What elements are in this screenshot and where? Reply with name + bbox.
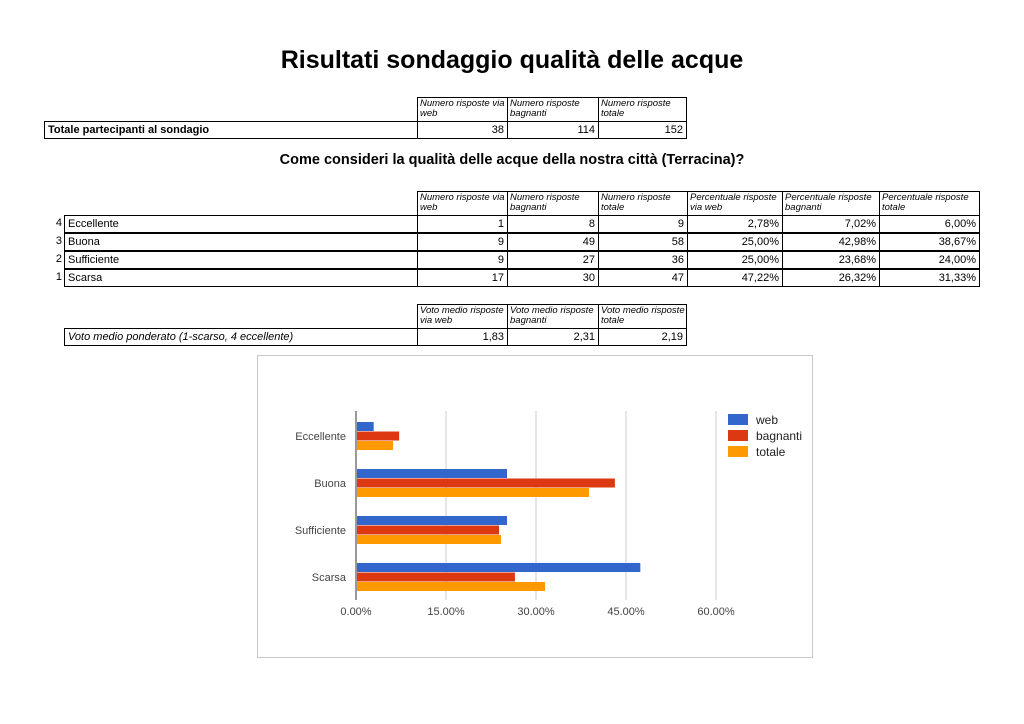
legend-swatch-totale (728, 446, 748, 457)
results-cell: 8 (507, 215, 599, 233)
y-category-label: Sufficiente (294, 525, 346, 537)
bar-web (357, 469, 507, 478)
results-header: Numero risposte bagnanti (507, 191, 599, 216)
results-row-number: 1 (55, 271, 62, 283)
bar-totale (357, 582, 545, 591)
results-cell: 26,32% (782, 269, 880, 287)
bar-chart (258, 356, 812, 657)
results-cell: 58 (598, 233, 688, 251)
chart-frame (257, 355, 813, 658)
results-header: Percentuale risposte bagnanti (782, 191, 880, 216)
results-header: Numero risposte via web (417, 191, 508, 216)
y-category-label: Scarsa (311, 572, 346, 584)
results-row-number: 2 (55, 253, 62, 265)
participants-header-bagnanti: Numero risposte bagnanti (507, 97, 599, 122)
results-row-number: 4 (55, 217, 62, 229)
x-tick-label: 45.00% (607, 606, 645, 618)
legend-label-web: web (756, 413, 779, 427)
results-row-label: Sufficiente (64, 251, 418, 269)
results-row-label: Buona (64, 233, 418, 251)
results-header: Percentuale risposte totale (879, 191, 980, 216)
x-tick-label: 60.00% (697, 606, 735, 618)
results-cell: 38,67% (879, 233, 980, 251)
results-header: Percentuale risposte via web (687, 191, 783, 216)
participants-value-totale: 152 (598, 121, 687, 139)
results-cell: 47 (598, 269, 688, 287)
participants-value-web: 38 (417, 121, 508, 139)
results-header: Numero risposte totale (598, 191, 688, 216)
bar-bagnanti (357, 526, 499, 535)
bar-web (357, 422, 374, 431)
average-header-web: Voto medio risposte via web (417, 304, 508, 329)
bar-bagnanti (357, 479, 615, 488)
results-cell: 23,68% (782, 251, 880, 269)
x-tick-label: 15.00% (427, 606, 465, 618)
average-value-totale: 2,19 (598, 328, 687, 346)
participants-header-web: Numero risposte via web (417, 97, 508, 122)
results-cell: 7,02% (782, 215, 880, 233)
results-cell: 9 (598, 215, 688, 233)
average-header-bagnanti: Voto medio risposte bagnanti (507, 304, 599, 329)
x-tick-label: 0.00% (340, 606, 372, 618)
results-cell: 42,98% (782, 233, 880, 251)
results-cell: 24,00% (879, 251, 980, 269)
participants-header-totale: Numero risposte totale (598, 97, 687, 122)
bar-bagnanti (357, 573, 515, 582)
results-cell: 25,00% (687, 233, 783, 251)
average-value-web: 1,83 (417, 328, 508, 346)
results-cell: 2,78% (687, 215, 783, 233)
results-cell: 9 (417, 233, 508, 251)
results-cell: 17 (417, 269, 508, 287)
x-tick-label: 30.00% (517, 606, 555, 618)
y-category-label: Eccellente (295, 431, 346, 443)
results-cell: 6,00% (879, 215, 980, 233)
results-row-number: 3 (55, 235, 62, 247)
results-row-label: Eccellente (64, 215, 418, 233)
results-cell: 9 (417, 251, 508, 269)
results-cell: 49 (507, 233, 599, 251)
participants-label: Totale partecipanti al sondagio (44, 121, 418, 139)
results-cell: 47,22% (687, 269, 783, 287)
bar-totale (357, 535, 501, 544)
legend-swatch-web (728, 414, 748, 425)
results-row-label: Scarsa (64, 269, 418, 287)
results-cell: 30 (507, 269, 599, 287)
average-value-bagnanti: 2,31 (507, 328, 599, 346)
results-cell: 27 (507, 251, 599, 269)
legend-label-bagnanti: bagnanti (756, 429, 803, 443)
page-title: Risultati sondaggio qualità delle acque (280, 46, 744, 74)
bar-totale (357, 488, 589, 497)
results-cell: 25,00% (687, 251, 783, 269)
legend-label-totale: totale (756, 445, 786, 459)
participants-value-bagnanti: 114 (507, 121, 599, 139)
survey-question: Come consideri la qualità delle acque della nostra città (Terracina)? (279, 152, 745, 168)
results-cell: 31,33% (879, 269, 980, 287)
y-category-label: Buona (314, 478, 346, 490)
results-cell: 1 (417, 215, 508, 233)
bar-web (357, 563, 640, 572)
average-header-totale: Voto medio risposte totale (598, 304, 687, 329)
bar-bagnanti (357, 432, 399, 441)
bar-totale (357, 441, 393, 450)
legend-swatch-bagnanti (728, 430, 748, 441)
bar-web (357, 516, 507, 525)
results-cell: 36 (598, 251, 688, 269)
average-label: Voto medio ponderato (1-scarso, 4 eccellente) (64, 328, 418, 346)
